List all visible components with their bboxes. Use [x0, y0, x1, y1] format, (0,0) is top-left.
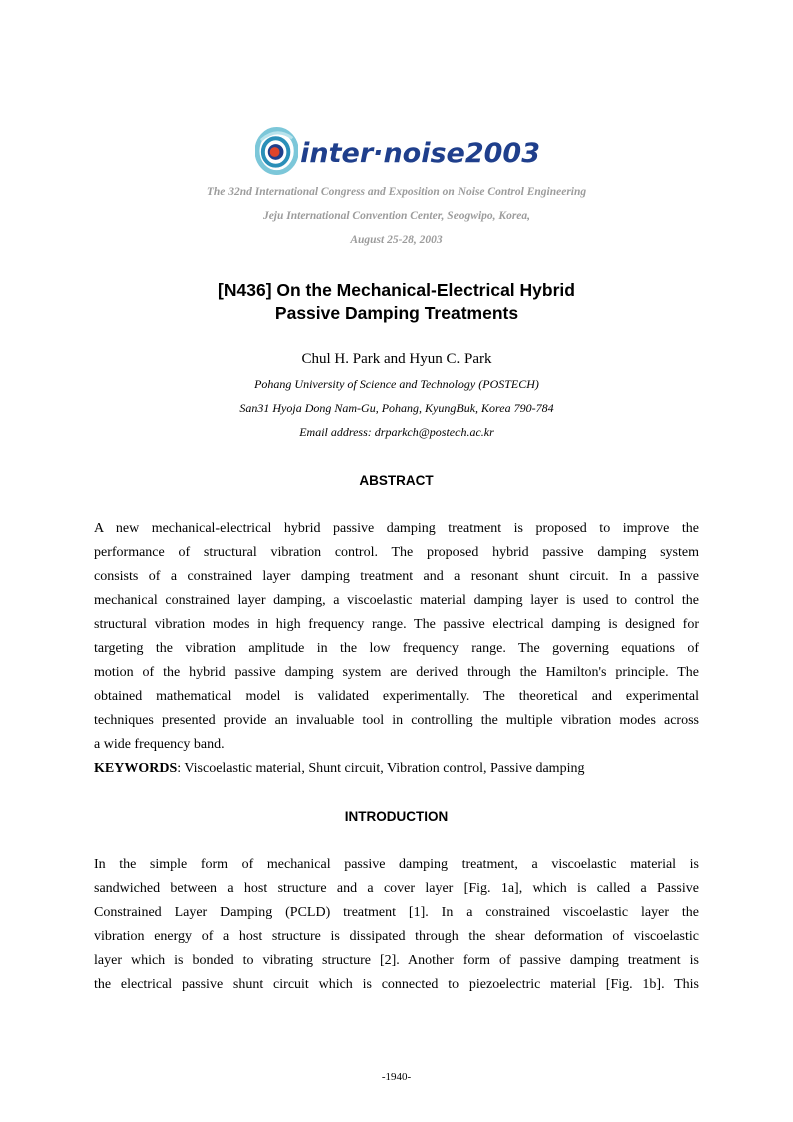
affiliation: Pohang University of Science and Technology (POSTECH) — [254, 377, 539, 391]
intro-line: vibration energy of a host structure is dissipated through the shear deformation of viscoelastic — [94, 929, 699, 944]
authors: Chul H. Park and Hyun C. Park — [301, 351, 492, 367]
abstract-line: a wide frequency band. — [94, 737, 225, 752]
keywords-label: KEYWORDS — [94, 761, 178, 776]
conference-dates: August 25-28, 2003 — [350, 234, 443, 246]
intro-line: In the simple form of mechanical passive damping treatment, a viscoelastic material is — [94, 857, 699, 872]
intro-line: the electrical passive shunt circuit which is connected to piezoelectric material [Fig. 1b]. This — [94, 977, 699, 992]
abstract-line: mechanical constrained layer damping, a viscoelastic material damping layer is used to control the — [94, 593, 699, 608]
abstract-line: A new mechanical-electrical hybrid passive damping treatment is proposed to improve the — [94, 521, 699, 536]
intro-line: sandwiched between a host structure and a cover layer [Fig. 1a], which is called a Passive — [94, 881, 699, 896]
keywords — [94, 757, 699, 781]
title-line-2: Passive Damping Treatments — [274, 303, 519, 323]
abstract-line: structural vibration modes in high frequency range. The passive electrical damping is designed for — [94, 617, 699, 632]
abstract-body — [94, 517, 699, 781]
intro-line: Constrained Layer Damping (PCLD) treatment [1]. In a constrained viscoelastic layer the — [94, 905, 699, 920]
abstract-heading: ABSTRACT — [359, 473, 434, 488]
conference-logo — [255, 122, 540, 180]
page-number: -1940- — [381, 1071, 412, 1083]
email: Email address: drparkch@postech.ac.kr — [299, 425, 494, 439]
logo-text: inter·noise2003 — [300, 137, 540, 169]
introduction-heading: INTRODUCTION — [344, 809, 449, 824]
abstract-line: targeting the vibration amplitude in the low frequency range. The governing equations of — [94, 641, 699, 656]
abstract-line: obtained mathematical model is validated experimentally. The theoretical and experimental — [94, 689, 699, 704]
abstract-line: performance of structural vibration control. The proposed hybrid passive damping system — [94, 545, 699, 560]
intro-line: layer which is bonded to vibrating structure [2]. Another form of passive damping treatment is — [94, 953, 699, 968]
abstract-line: techniques presented provide an invaluable tool in controlling the multiple vibration modes across — [94, 713, 699, 728]
introduction-body — [94, 853, 699, 997]
swirl-logo-icon — [255, 126, 298, 176]
paper-title — [0, 279, 793, 325]
keywords-text: : Viscoelastic material, Shunt circuit, Vibration control, Passive damping — [177, 761, 585, 776]
conference-name: The 32nd International Congress and Exposition on Noise Control Engineering — [206, 186, 587, 198]
abstract-line: consists of a constrained layer damping treatment and a resonant shunt circuit. In a passive — [94, 569, 699, 584]
title-line-1: [N436] On the Mechanical-Electrical Hybrid — [218, 280, 575, 300]
abstract-line: motion of the hybrid passive damping system are derived through the Hamilton's principle. The — [94, 665, 699, 680]
conference-venue: Jeju International Convention Center, Seogwipo, Korea, — [262, 210, 531, 222]
address: San31 Hyoja Dong Nam-Gu, Pohang, KyungBuk, Korea 790-784 — [239, 401, 554, 415]
